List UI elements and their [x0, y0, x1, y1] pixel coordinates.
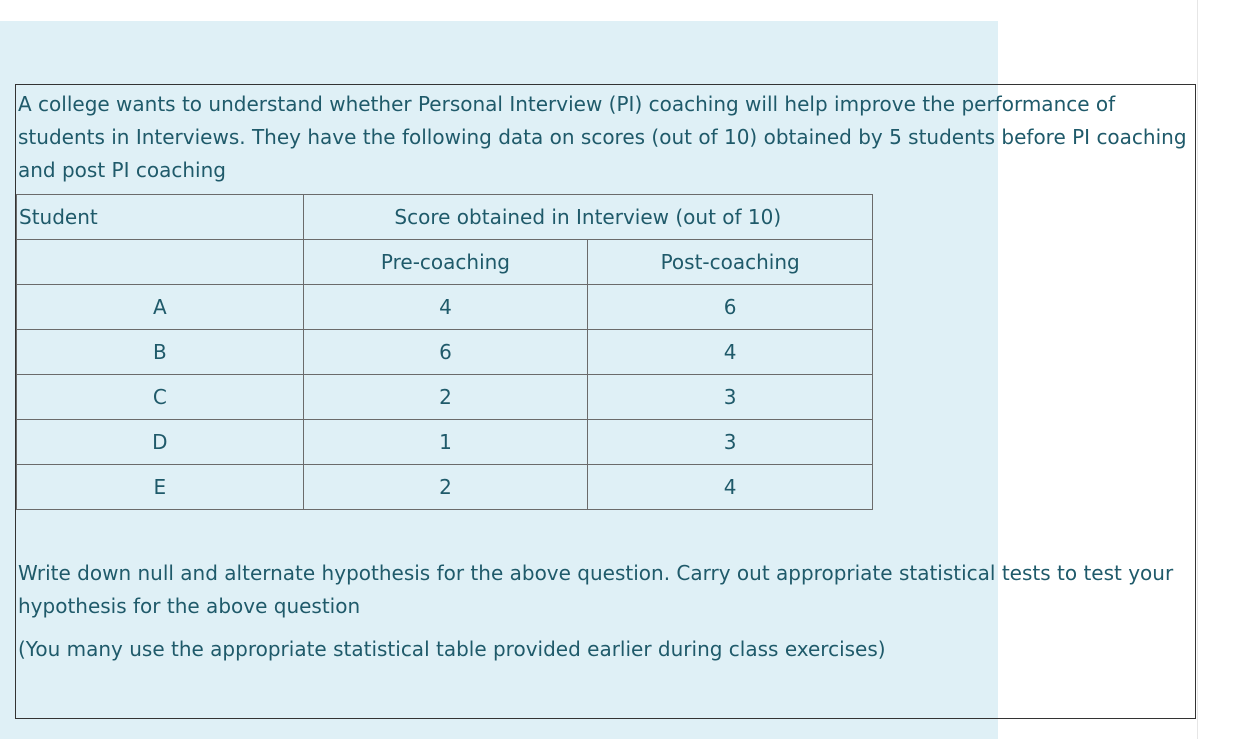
student-cell: A [17, 285, 304, 330]
pre-score-cell: 2 [303, 375, 588, 420]
question-intro: A college wants to understand whether Personal Interview (PI) coaching will help improve the performance of students in Interviews. They have the following data on scores (out of 10) obtained by 5 students before PI coaching and post PI coaching [18, 92, 1187, 182]
pre-coaching-header: Pre-coaching [303, 240, 588, 285]
table-row [17, 330, 873, 375]
table-row [17, 375, 873, 420]
table-subheader-row [17, 240, 873, 285]
pre-score-cell: 1 [303, 420, 588, 465]
post-coaching-header: Post-coaching [588, 240, 873, 285]
student-cell: C [17, 375, 304, 420]
empty-cell [17, 240, 304, 285]
question-box [15, 84, 1196, 719]
pre-score-cell: 4 [303, 285, 588, 330]
table-row [17, 465, 873, 510]
pre-score-cell: 6 [303, 330, 588, 375]
table-row [17, 420, 873, 465]
score-header: Score obtained in Interview (out of 10) [303, 195, 872, 240]
table-header-row [17, 195, 873, 240]
pre-score-cell: 2 [303, 465, 588, 510]
student-header: Student [17, 195, 304, 240]
post-score-cell: 4 [588, 465, 873, 510]
student-cell: B [17, 330, 304, 375]
question-follow-up: Write down null and alternate hypothesis for the above question. Carry out appropriate statistical tests to test your hypothesis for the above question [18, 561, 1174, 618]
table-row [17, 285, 873, 330]
post-score-cell: 6 [588, 285, 873, 330]
post-score-cell: 3 [588, 375, 873, 420]
student-cell: E [17, 465, 304, 510]
post-score-cell: 4 [588, 330, 873, 375]
scroll-rail [1197, 0, 1198, 739]
scores-table [16, 194, 873, 510]
student-cell: D [17, 420, 304, 465]
post-score-cell: 3 [588, 420, 873, 465]
question-note: (You many use the appropriate statistical table provided earlier during class exercises) [18, 637, 886, 661]
